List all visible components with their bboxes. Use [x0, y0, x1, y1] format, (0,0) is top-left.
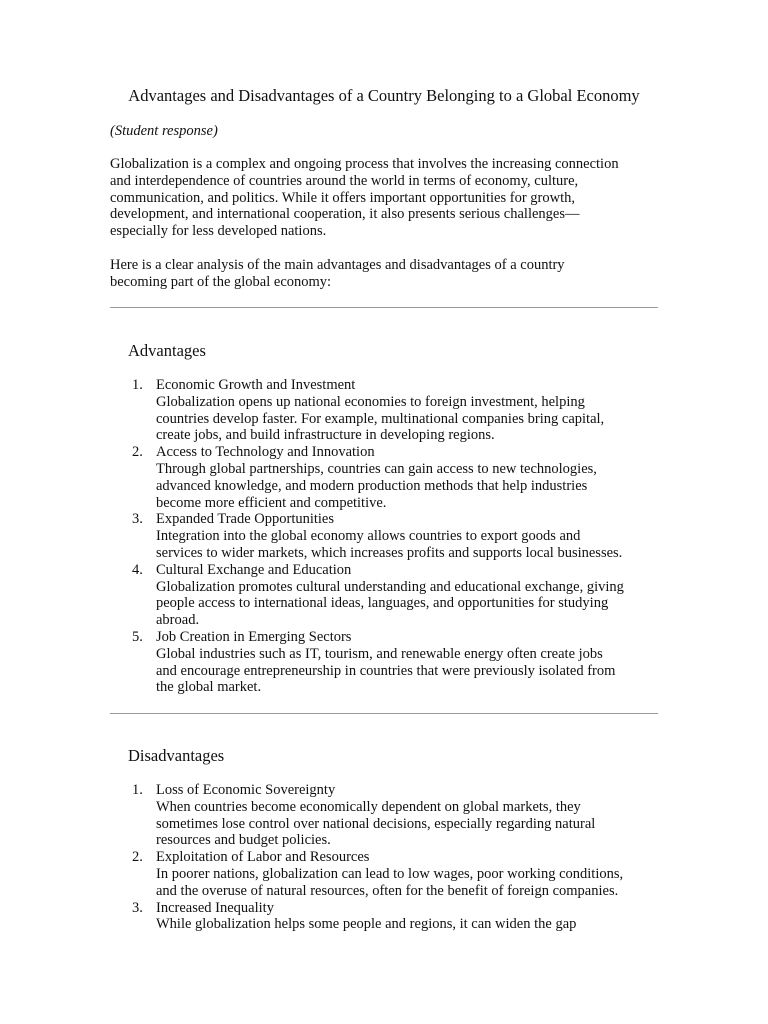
item-title: Job Creation in Emerging Sectors	[156, 628, 352, 645]
item-text: resources and budget policies.	[156, 832, 331, 849]
item-text: Globalization opens up national economies to foreign investment, helping	[156, 393, 585, 410]
item-text: create jobs, and build infrastructure in developing regions.	[156, 427, 495, 444]
list-item	[110, 511, 670, 561]
item-text: people access to international ideas, languages, and opportunities for studying	[156, 595, 609, 612]
item-title: Expanded Trade Opportunities	[156, 511, 335, 528]
item-title: Loss of Economic Sovereignty	[156, 782, 336, 798]
lead-paragraph	[110, 257, 670, 291]
item-text: Globalization promotes cultural understanding and educational exchange, giving	[156, 578, 624, 595]
list-item	[110, 444, 670, 511]
item-number: 2.	[132, 849, 143, 866]
disadvantages-heading: Disadvantages	[128, 746, 225, 765]
disadvantages-list	[110, 782, 670, 933]
item-text: and the overuse of natural resources, often for the benefit of foreign companies.	[156, 882, 619, 899]
lead-line: Here is a clear analysis of the main advantages and disadvantages of a country	[110, 257, 565, 273]
item-title: Economic Growth and Investment	[156, 377, 356, 393]
item-number: 4.	[132, 561, 143, 578]
lead-line: becoming part of the global economy:	[110, 273, 332, 290]
item-text: While globalization helps some people and regions, it can widen the gap	[156, 916, 577, 933]
item-number: 3.	[132, 511, 143, 528]
item-text: When countries become economically dependent on global markets, they	[156, 798, 581, 815]
section-divider	[110, 713, 658, 714]
item-text: In poorer nations, globalization can lead to low wages, poor working conditions,	[156, 865, 624, 882]
intro-line: Globalization is a complex and ongoing process that involves the increasing connection	[110, 156, 619, 172]
document-title: Advantages and Disadvantages of a Country Belonging to a Global Economy	[128, 86, 640, 105]
intro-line: especially for less developed nations.	[110, 223, 327, 240]
intro-line: communication, and politics. While it offers important opportunities for growth,	[110, 189, 575, 206]
list-item	[110, 629, 670, 696]
item-text: Through global partnerships, countries can gain access to new technologies,	[156, 460, 597, 477]
list-item	[110, 562, 670, 629]
list-item	[110, 377, 670, 444]
item-text: advanced knowledge, and modern production methods that help industries	[156, 477, 588, 494]
item-number: 5.	[132, 628, 143, 645]
advantages-heading: Advantages	[128, 341, 206, 360]
item-title: Cultural Exchange and Education	[156, 561, 352, 578]
item-number: 3.	[132, 899, 143, 916]
document-subtitle: (Student response)	[110, 123, 218, 139]
item-text: services to wider markets, which increases profits and supports local businesses.	[156, 544, 623, 561]
list-item	[110, 849, 670, 899]
advantages-list	[110, 377, 670, 696]
item-text: countries develop faster. For example, multinational companies bring capital,	[156, 410, 605, 427]
item-number: 2.	[132, 444, 143, 461]
item-number: 1.	[132, 377, 143, 393]
list-item	[110, 900, 670, 934]
item-title: Exploitation of Labor and Resources	[156, 849, 370, 866]
intro-line: and interdependence of countries around the world in terms of economy, culture,	[110, 172, 579, 189]
item-number: 1.	[132, 782, 143, 798]
item-text: the global market.	[156, 679, 262, 696]
item-title: Access to Technology and Innovation	[156, 444, 375, 461]
item-text: become more efficient and competitive.	[156, 494, 387, 511]
item-text: and encourage entrepreneurship in countries that were previously isolated from	[156, 662, 616, 679]
item-title: Increased Inequality	[156, 899, 274, 916]
intro-paragraph	[110, 156, 670, 240]
intro-line: development, and international cooperation, it also presents serious challenges—	[110, 206, 580, 223]
list-item	[110, 782, 670, 849]
section-divider	[110, 307, 658, 308]
item-text: Global industries such as IT, tourism, and renewable energy often create jobs	[156, 645, 603, 662]
item-text: sometimes lose control over national decisions, especially regarding natural	[156, 815, 596, 832]
item-text: Integration into the global economy allows countries to export goods and	[156, 528, 581, 545]
item-text: abroad.	[156, 612, 200, 629]
